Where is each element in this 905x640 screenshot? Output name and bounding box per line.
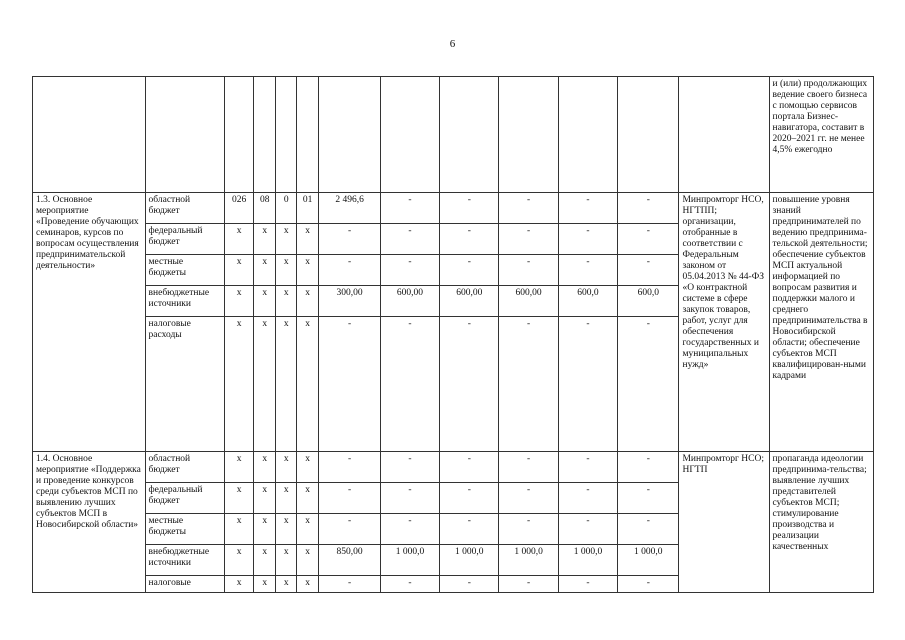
code-cell: х: [276, 286, 296, 317]
value-cell: -: [380, 514, 439, 545]
code-cell: х: [225, 545, 254, 576]
value-cell: 600,00: [380, 286, 439, 317]
value-cell: -: [558, 255, 617, 286]
value-cell: -: [440, 576, 499, 593]
code-cell: 08: [253, 193, 276, 224]
value-cell: -: [380, 255, 439, 286]
code-cell: х: [253, 545, 276, 576]
value-cell: -: [380, 576, 439, 593]
value-cell: -: [499, 576, 558, 593]
funding-source: налоговые: [145, 576, 225, 593]
value-cell: -: [380, 452, 439, 483]
value-cell: -: [618, 483, 679, 514]
code-cell: х: [253, 286, 276, 317]
code-cell: х: [253, 514, 276, 545]
code-cell: х: [253, 224, 276, 255]
code-cell: х: [253, 483, 276, 514]
value-cell: -: [319, 224, 380, 255]
code-cell: х: [276, 224, 296, 255]
code-cell: 026: [225, 193, 254, 224]
expected-result: повышение уровня знаний предпринимателей по ведению предпринима-тельской деятельности; обеспечение субъектов МСП актуальной информацией по вопросам развития и поддержки малого и среднего предпринимательства в Новосибирской области; обеспечение субъектов МСП квалифицирован-ными кадрами: [769, 193, 873, 452]
value-cell: -: [319, 483, 380, 514]
code-cell: х: [253, 255, 276, 286]
funding-source: местные бюджеты: [145, 514, 225, 545]
value-cell: 850,00: [319, 545, 380, 576]
code-cell: 0: [276, 193, 296, 224]
code-cell: х: [276, 483, 296, 514]
value-cell: 1 000,0: [380, 545, 439, 576]
value-cell: 600,0: [558, 286, 617, 317]
funding-source: налоговые расходы: [145, 317, 225, 452]
value-cell: 1 000,0: [440, 545, 499, 576]
code-cell: х: [276, 514, 296, 545]
value-cell: -: [499, 483, 558, 514]
code-cell: х: [225, 452, 254, 483]
value-cell: -: [618, 576, 679, 593]
funding-source: областной бюджет: [145, 452, 225, 483]
code-cell: х: [225, 483, 254, 514]
value-cell: -: [440, 317, 499, 452]
value-cell: -: [319, 317, 380, 452]
value-cell: -: [499, 193, 558, 224]
code-cell: 01: [296, 193, 319, 224]
code-cell: х: [253, 317, 276, 452]
code-cell: х: [225, 286, 254, 317]
code-cell: х: [296, 483, 319, 514]
table-row: [33, 193, 874, 224]
funding-source: областной бюджет: [145, 193, 225, 224]
code-cell: х: [296, 255, 319, 286]
code-cell: х: [253, 452, 276, 483]
program-table: [32, 76, 874, 593]
code-cell: х: [296, 317, 319, 452]
code-cell: х: [296, 452, 319, 483]
value-cell: -: [558, 224, 617, 255]
value-cell: 1 000,0: [618, 545, 679, 576]
code-cell: х: [276, 317, 296, 452]
code-cell: х: [296, 545, 319, 576]
value-cell: -: [558, 317, 617, 452]
activity-name: 1.4. Основное мероприятие «Поддержка и проведение конкурсов среди субъектов МСП по выявлению лучших субъектов МСП в Новосибирской области»: [33, 452, 146, 593]
code-cell: х: [296, 514, 319, 545]
value-cell: 1 000,0: [499, 545, 558, 576]
code-cell: х: [225, 576, 254, 593]
activity-name: 1.3. Основное мероприятие «Проведение обучающих семинаров, курсов по вопросам осуществления предпринимательской деятельности»: [33, 193, 146, 452]
value-cell: 300,00: [319, 286, 380, 317]
page-number: 6: [449, 38, 456, 50]
value-cell: -: [558, 452, 617, 483]
expected-result: пропаганда идеологии предпринима-тельства; выявление лучших представителей субъектов МСП; стимулирование производства и реализации качественных: [769, 452, 873, 593]
funding-source: местные бюджеты: [145, 255, 225, 286]
funding-source: внебюджетные источники: [145, 545, 225, 576]
value-cell: -: [558, 576, 617, 593]
value-cell: -: [618, 452, 679, 483]
funding-source: федеральный бюджет: [145, 483, 225, 514]
code-cell: х: [296, 224, 319, 255]
code-cell: х: [225, 514, 254, 545]
code-cell: х: [276, 576, 296, 593]
value-cell: -: [440, 193, 499, 224]
value-cell: 600,0: [618, 286, 679, 317]
value-cell: -: [380, 317, 439, 452]
continuation-goal: и (или) продолжающих ведение своего бизнеса с помощью сервисов портала Бизнес-навигатора, составит в 2020–2021 гг. не менее 4,5% ежегодно: [769, 77, 873, 193]
value-cell: -: [618, 255, 679, 286]
code-cell: х: [225, 224, 254, 255]
code-cell: х: [296, 576, 319, 593]
code-cell: х: [253, 576, 276, 593]
code-cell: х: [276, 452, 296, 483]
value-cell: -: [440, 255, 499, 286]
value-cell: -: [618, 193, 679, 224]
value-cell: -: [499, 514, 558, 545]
table-row: [33, 452, 874, 483]
value-cell: -: [499, 224, 558, 255]
value-cell: -: [319, 255, 380, 286]
value-cell: -: [440, 514, 499, 545]
value-cell: -: [618, 317, 679, 452]
value-cell: -: [440, 483, 499, 514]
continuation-row: [33, 77, 874, 193]
code-cell: х: [225, 317, 254, 452]
value-cell: -: [499, 317, 558, 452]
value-cell: -: [380, 224, 439, 255]
value-cell: -: [440, 452, 499, 483]
value-cell: -: [558, 514, 617, 545]
code-cell: х: [225, 255, 254, 286]
executor: Минпромторг НСО, НГТПП; организации, отобранные в соответствии с Федеральным законом от 05.04.2013 № 44-ФЗ «О контрактной системе в сфере закупок товаров, работ, услуг для обеспечения государственных и муниципальных нужд»: [679, 193, 769, 452]
value-cell: -: [319, 576, 380, 593]
funding-source: федеральный бюджет: [145, 224, 225, 255]
code-cell: х: [276, 545, 296, 576]
value-cell: 600,00: [440, 286, 499, 317]
funding-source: внебюджетные источники: [145, 286, 225, 317]
value-cell: -: [499, 452, 558, 483]
code-cell: х: [276, 255, 296, 286]
value-cell: 1 000,0: [558, 545, 617, 576]
value-cell: -: [319, 514, 380, 545]
value-cell: -: [558, 483, 617, 514]
value-cell: -: [558, 193, 617, 224]
value-cell: -: [440, 224, 499, 255]
value-cell: -: [618, 224, 679, 255]
value-cell: 2 496,6: [319, 193, 380, 224]
value-cell: -: [618, 514, 679, 545]
value-cell: -: [319, 452, 380, 483]
value-cell: -: [380, 483, 439, 514]
value-cell: -: [499, 255, 558, 286]
executor: Минпромторг НСО; НГТП: [679, 452, 769, 593]
code-cell: х: [296, 286, 319, 317]
value-cell: 600,00: [499, 286, 558, 317]
value-cell: -: [380, 193, 439, 224]
